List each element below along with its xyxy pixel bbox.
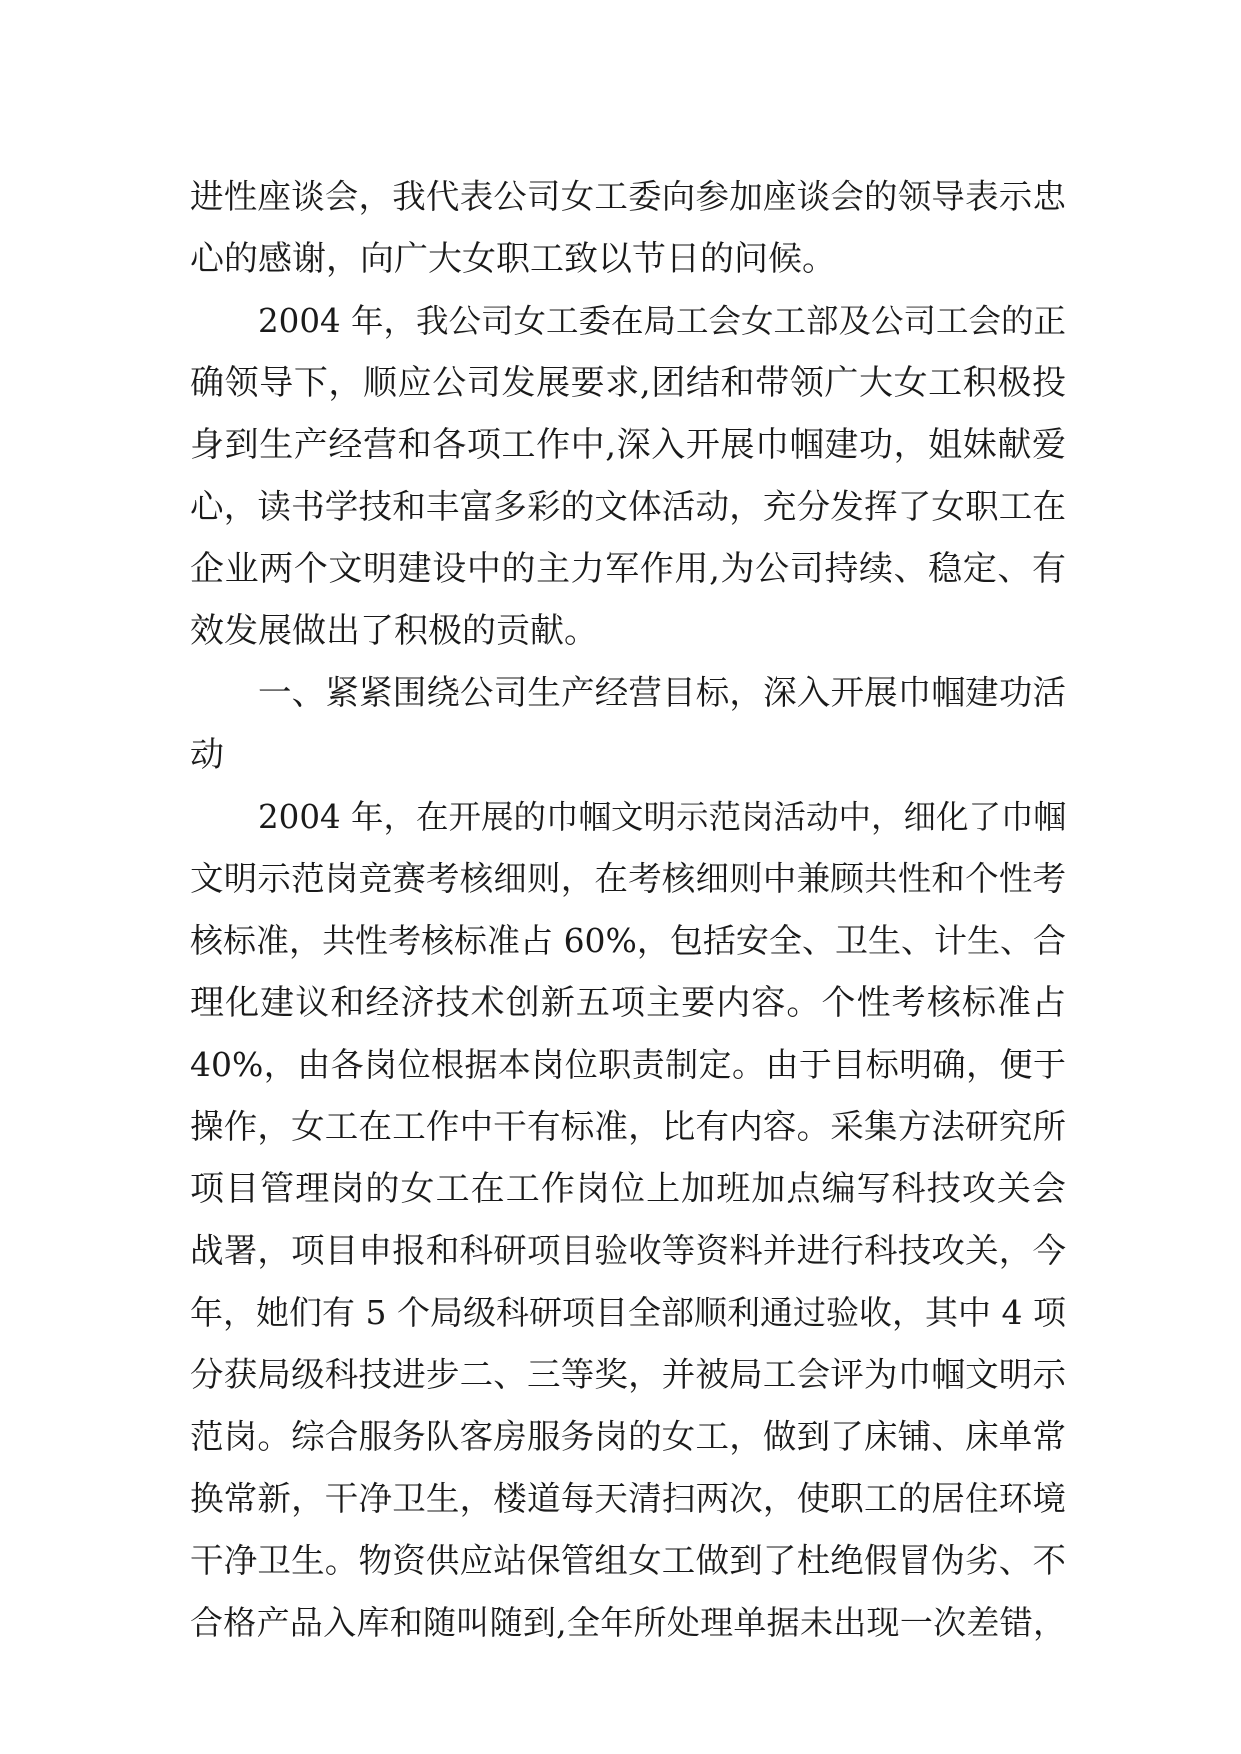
text-line: 项目管理岗的女工在工作岗位上加班加点编写科技攻关会 [190,1169,1066,1209]
section-heading-line: 一、紧紧围绕公司生产经营目标，深入开展巾帼建功活 [258,673,1066,712]
text-line: 核标准，共性考核标准占 60%，包括安全、卫生、计生、合 [190,921,1066,960]
text-line: 文明示范岗竞赛考核细则，在考核细则中兼顾共性和个性考 [190,859,1066,898]
text-line: 企业两个文明建设中的主力军作用,为公司持续、稳定、有 [190,549,1066,589]
text-line: 年，她们有 5 个局级科研项目全部顺利通过验收，其中 4 项 [190,1293,1066,1332]
text-line: 效发展做出了积极的贡献。 [190,611,598,651]
text-line: 进性座谈会，我代表公司女工委向参加座谈会的领导表示忠 [190,177,1066,216]
text-line: 干净卫生。物资供应站保管组女工做到了杜绝假冒伪劣、不 [190,1541,1066,1580]
text-line: 范岗。综合服务队客房服务岗的女工，做到了床铺、床单常 [190,1417,1066,1456]
text-line: 换常新，干净卫生，楼道每天清扫两次，使职工的居住环境 [190,1479,1066,1518]
section-heading-line: 动 [190,735,224,775]
paragraph-start-line: 2004 年，我公司女工委在局工会女工部及公司工会的正 [258,302,1067,340]
paragraph-start-line: 2004 年，在开展的巾帼文明示范岗活动中，细化了巾帼 [258,798,1067,836]
text-line: 战署，项目申报和科研项目验收等资料并进行科技攻关，今 [190,1231,1066,1270]
text-line: 心，读书学技和丰富多彩的文体活动，充分发挥了女职工在 [190,487,1066,526]
text-line: 心的感谢，向广大女职工致以节日的问候。 [190,239,836,279]
text-line: 确领导下，顺应公司发展要求,团结和带领广大女工积极投 [190,363,1066,403]
text-line: 身到生产经营和各项工作中,深入开展巾帼建功，姐妹献爱 [190,425,1066,465]
text-line: 操作，女工在工作中干有标准，比有内容。采集方法研究所 [190,1107,1066,1146]
body-text [190,166,1066,1654]
text-line: 合格产品入库和随叫随到,全年所处理单据未出现一次差错， [190,1603,1066,1642]
text-line: 分获局级科技进步二、三等奖，并被局工会评为巾帼文明示 [190,1355,1066,1394]
text-line: 40%，由各岗位根据本岗位职责制定。由于目标明确，便于 [190,1045,1066,1084]
text-line: 理化建议和经济技术创新五项主要内容。个性考核标准占 [190,983,1066,1023]
